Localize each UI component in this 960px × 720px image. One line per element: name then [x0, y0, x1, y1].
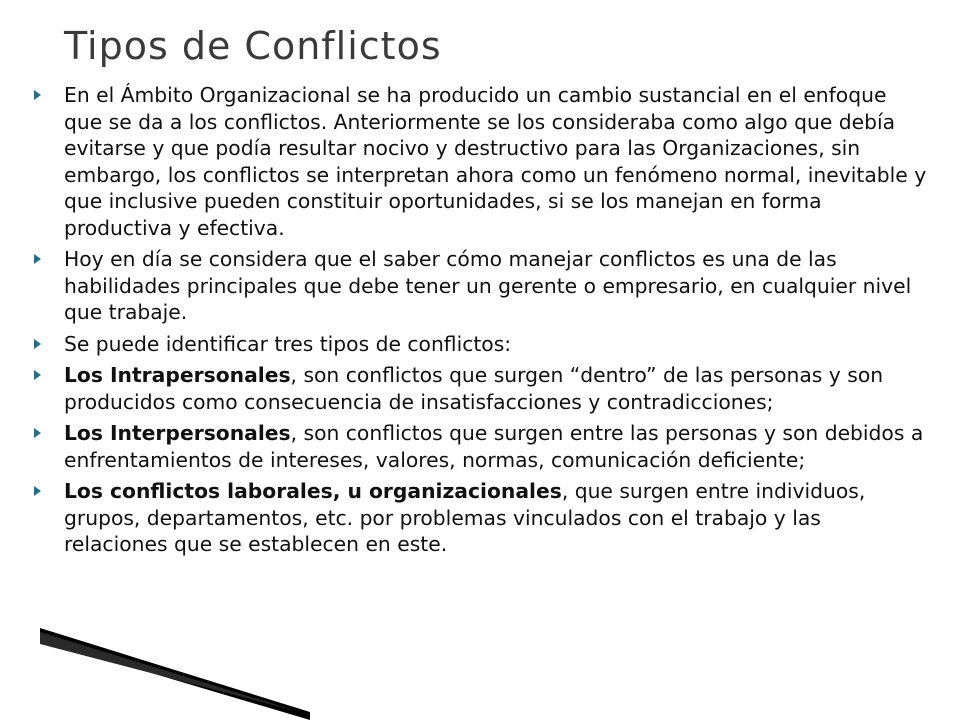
bullet-item [30, 246, 930, 326]
decorative-wedge-shade [40, 632, 300, 712]
bullet-text: Hoy en día se considera que el saber cómo manejar conflictos es una de las habilidades principales que debe tener un gerente o empresario, en cualquier nivel que trabaje. [64, 247, 912, 324]
bullet-text: , que surgen entre individuos, grupos, departamentos, etc. por problemas vinculados con el trabajo y las relaciones que se establecen en este. [64, 479, 866, 556]
right-triangle-bullet-icon [34, 90, 41, 100]
slide-title: Tipos de Conflictos [64, 24, 442, 68]
bullet-text: Se puede identificar tres tipos de conflictos: [64, 331, 512, 356]
bullet-item [30, 362, 930, 415]
right-triangle-bullet-icon [34, 428, 41, 438]
bullet-list [30, 82, 930, 563]
bullet-term: Los Interpersonales [64, 421, 291, 445]
right-triangle-bullet-icon [34, 370, 41, 380]
bullet-item [30, 82, 930, 241]
bullet-item [30, 478, 930, 558]
bullet-text: , son conflictos que surgen “dentro” de las personas y son producidos como consecuencia de insatisfacciones y contradicciones; [64, 363, 884, 414]
bullet-text: En el Ámbito Organizacional se ha producido un cambio sustancial en el enfoque que se da a los conflictos. Anteriormente se los consideraba como algo que debía evitarse y que podía resultar nocivo y destructivo para las Organizaciones, sin embargo, los conflictos se interpretan ahora como un fenómeno normal, inevitable y que inclusive pueden constituir oportunidades, si se los manejan en forma productiva y efectiva. [64, 83, 927, 240]
bullet-term: Los conflictos laborales, u organizacionales [64, 479, 562, 503]
decorative-wedge [40, 628, 310, 720]
bullet-term: Los Intrapersonales [64, 363, 291, 387]
bullet-text: , son conflictos que surgen entre las personas y son debidos a enfrentamientos de intereses, valores, normas, comunicación deficiente; [64, 421, 924, 472]
bullet-item [30, 420, 930, 473]
right-triangle-bullet-icon [34, 254, 41, 264]
right-triangle-bullet-icon [34, 339, 41, 349]
right-triangle-bullet-icon [34, 486, 41, 496]
bullet-item [30, 331, 930, 358]
